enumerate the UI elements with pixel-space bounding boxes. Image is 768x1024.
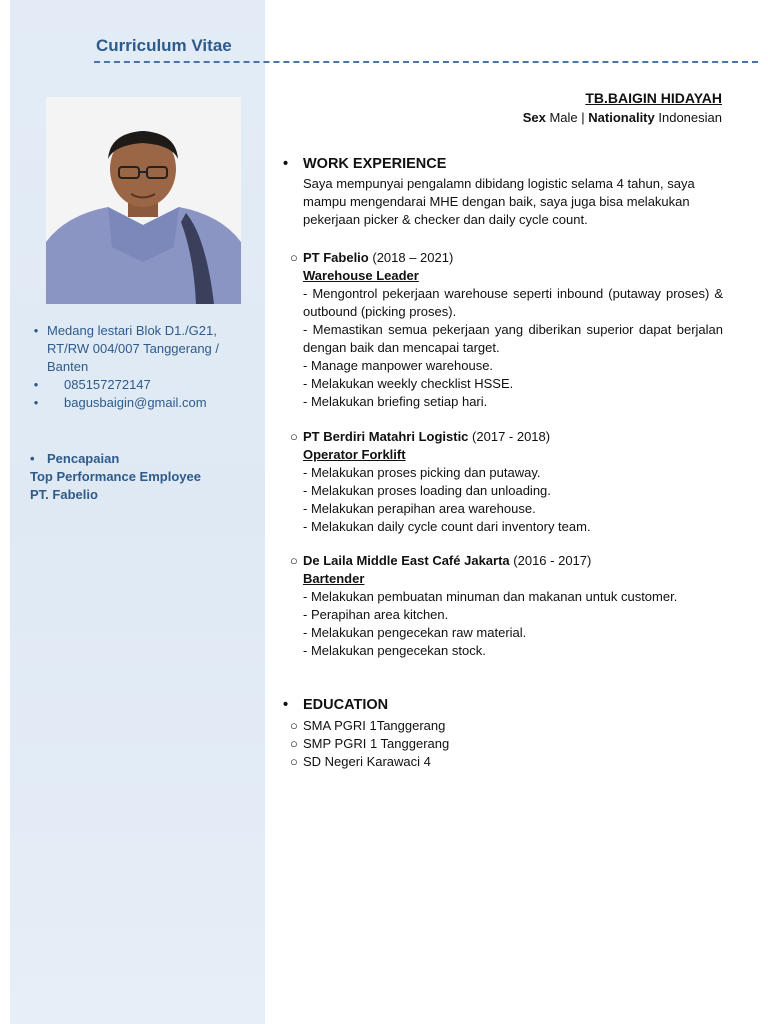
education-item: ○ SD Negeri Karawaci 4 <box>290 754 431 769</box>
bullet-icon: • <box>33 377 39 392</box>
job-role: Warehouse Leader <box>303 268 419 283</box>
email-text: bagusbaigin@gmail.com <box>64 395 207 410</box>
job-duty: - Melakukan pengecekan stock. <box>303 643 486 658</box>
work-summary: Saya mempunyai pengalamn dibidang logistic selama 4 tahun, saya mampu mengendarai MHE dengan baik, saya juga bisa melakukan pekerjaan picker & checker dan daily cycle count. <box>303 176 695 227</box>
job-period: (2016 - 2017) <box>513 553 592 568</box>
bullet-icon: • <box>33 395 39 410</box>
job-duty: - Melakukan pengecekan raw material. <box>303 625 527 640</box>
job-period: (2017 - 2018) <box>472 429 551 444</box>
bullet-icon: • <box>33 323 39 338</box>
education-list <box>290 717 723 771</box>
job-duty: - Melakukan proses picking dan putaway. <box>303 465 541 480</box>
achievement-line: Top Performance Employee <box>30 469 201 484</box>
company-name: PT Fabelio <box>303 250 369 265</box>
contact-address <box>30 322 260 376</box>
document-title: Curriculum Vitae <box>96 36 232 55</box>
job-entry <box>290 428 723 536</box>
phone-text: 085157272147 <box>64 377 151 392</box>
job-duty: - Melakukan weekly checklist HSSE. <box>303 376 514 391</box>
job-role: Operator Forklift <box>303 447 406 462</box>
personal-meta <box>523 110 722 125</box>
job-role: Bartender <box>303 571 365 586</box>
job-duty: - Melakukan daily cycle count dari inventory team. <box>303 519 591 534</box>
circle-bullet-icon: ○ <box>290 429 298 444</box>
contact-email <box>30 394 260 412</box>
nationality-label: Nationality <box>588 110 655 125</box>
job-duty: - Manage manpower warehouse. <box>303 358 494 373</box>
bullet-icon: • <box>283 156 289 172</box>
sex-label: Sex <box>522 110 546 125</box>
bullet-icon: • <box>283 697 289 713</box>
contact-info <box>30 322 260 412</box>
address-text: Medang lestari Blok D1./G21, RT/RW 004/007 Tanggerang / Banten <box>47 323 220 374</box>
circle-bullet-icon: ○ <box>290 553 298 568</box>
education-heading: • EDUCATION <box>283 697 389 713</box>
achievement-heading: • Pencapaian <box>30 451 120 466</box>
nationality-value: Indonesian <box>658 110 722 125</box>
job-header <box>290 249 723 267</box>
candidate-name: TB.BAIGIN HIDAYAH <box>585 90 722 106</box>
circle-bullet-icon: ○ <box>290 718 298 733</box>
meta-separator: | <box>581 110 585 125</box>
job-duty: - Mengontrol pekerjaan warehouse seperti inbound (putaway proses) & outbound (picking proses). <box>303 286 723 319</box>
sex-value: Male <box>549 110 578 125</box>
company-name: PT Berdiri Matahri Logistic <box>303 429 469 444</box>
bullet-icon: • <box>30 451 35 466</box>
job-header <box>290 428 723 446</box>
circle-bullet-icon: ○ <box>290 250 298 265</box>
education-item: ○ SMP PGRI 1 Tanggerang <box>290 736 450 751</box>
circle-bullet-icon: ○ <box>290 736 298 751</box>
company-name: De Laila Middle East Café Jakarta <box>303 553 510 568</box>
circle-bullet-icon: ○ <box>290 754 298 769</box>
title-divider <box>94 61 758 63</box>
job-period: (2018 – 2021) <box>372 250 454 265</box>
job-duty: - Perapihan area kitchen. <box>303 607 449 622</box>
job-header <box>290 552 723 570</box>
work-experience-heading: • WORK EXPERIENCE <box>283 156 447 172</box>
job-duty: - Melakukan proses loading dan unloading. <box>303 483 551 498</box>
achievement-line: PT. Fabelio <box>30 487 98 502</box>
job-duty: - Melakukan perapihan area warehouse. <box>303 501 536 516</box>
person-photo-icon <box>46 97 241 304</box>
contact-phone <box>30 376 260 394</box>
job-duty: - Memastikan semua pekerjaan yang diberikan superior dapat berjalan dengan baik dan mencapai target. <box>303 322 723 355</box>
job-duty: - Melakukan briefing setiap hari. <box>303 394 488 409</box>
job-entry <box>290 552 723 660</box>
profile-photo <box>46 97 241 304</box>
job-entry <box>290 249 723 411</box>
education-item: ○ SMA PGRI 1Tanggerang <box>290 718 446 733</box>
job-duty: - Melakukan pembuatan minuman dan makanan untuk customer. <box>303 589 678 604</box>
achievement-section <box>30 450 260 504</box>
